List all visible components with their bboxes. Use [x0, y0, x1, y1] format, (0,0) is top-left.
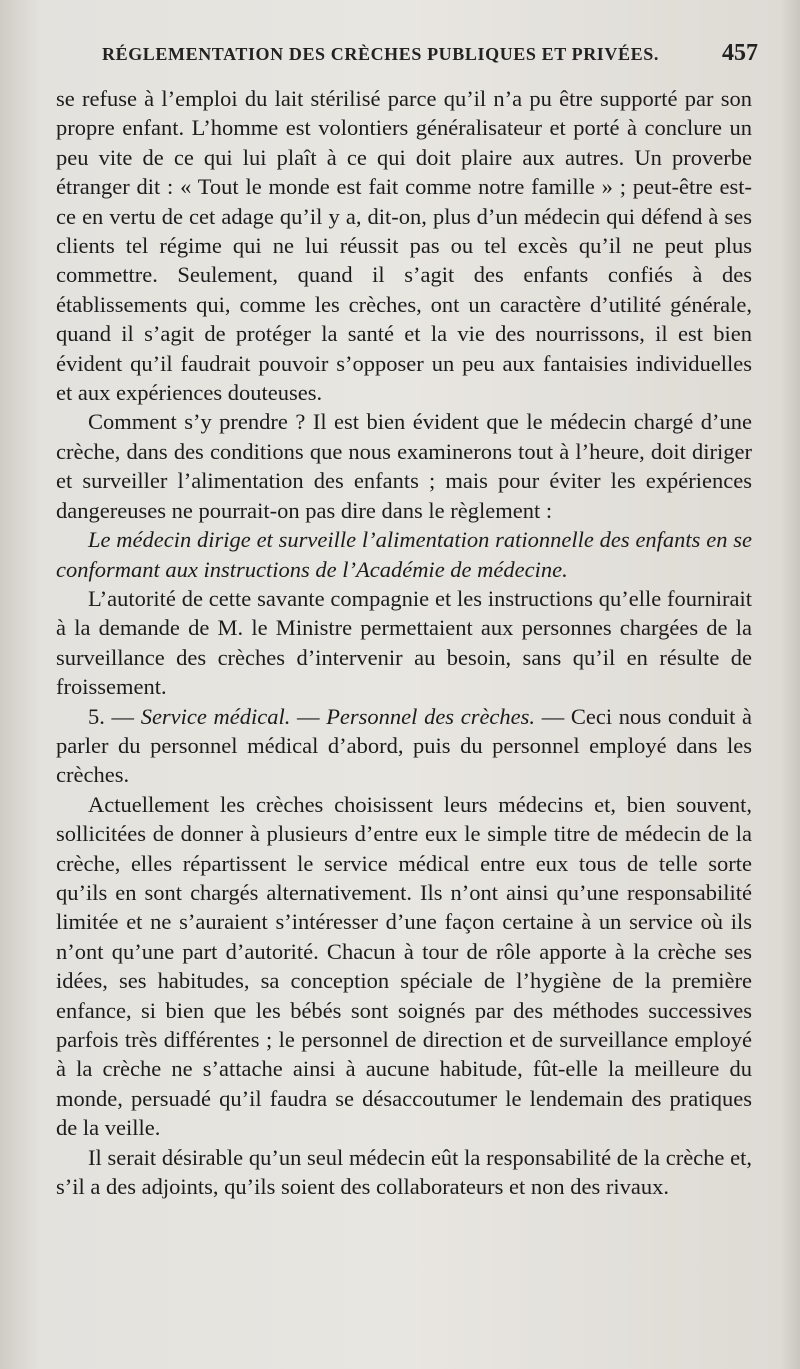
paragraph-5-section-heading	[56, 702, 752, 790]
section-separator: —	[290, 703, 327, 729]
paragraph-4: L’autorité de cette savante compagnie et les instructions qu’elle fournirait à la demande de M. le Ministre permettaient aux personnes chargées de la surveillance des crèches d’intervenir au besoin, sans qu’il en résulte de froissement.	[56, 585, 752, 700]
paragraph-6: Actuellement les crèches choisissent leurs médecins et, bien souvent, sollicitées de donner à plusieurs d’entre eux le simple titre de médecin de la crèche, elles répartissent le service médical entre eux tous de telle sorte qu’ils en sont chargés alternativement. Ils n’ont ainsi qu’une responsabilité limitée et ne s’auraient s’intéresser d’une façon certaine à un service où ils n’ont qu’une part d’autorité. Chacun à tour de rôle apporte à la crèche ses idées, ses habitudes, sa conception spéciale de l’hygiène de la première enfance, si bien que les bébés sont soignés par des méthodes successives parfois très différentes ; le personnel de direction et de surveillance employé à la crèche ne s’attache ainsi à aucune habitude, fût-elle la meilleure du monde, persuadé qu’il faudra se désaccoutumer le lendemain des pratiques de la veille.	[56, 791, 752, 1141]
section-body: — Ceci nous conduit à parler du personnel médical d’abord, puis du personnel employé dans les crèches.	[56, 703, 753, 788]
body-text	[56, 84, 752, 1201]
paragraph-2: Comment s’y prendre ? Il est bien évident que le médecin chargé d’une crèche, dans des conditions que nous examinerons tout à l’heure, doit diriger et surveiller l’alimentation des enfants ; mais pour éviter les expériences dangereuses ne pourrait-on pas dire dans le règlement :	[56, 409, 752, 523]
paragraph-7: Il serait désirable qu’un seul médecin eût la responsabilité de la crèche et, s’il a des adjoints, qu’ils soient des collaborateurs et non des rivaux.	[56, 1144, 752, 1200]
section-number: 5. —	[88, 703, 135, 729]
section-title-staff: Personnel des crèches.	[326, 703, 536, 729]
page-header	[56, 38, 758, 78]
section-title-medical-service: Service médical.	[140, 703, 291, 729]
paragraph-3-regulation: Le médecin dirige et surveille l’alimentation rationnelle des enfants en se conformant aux instructions de l’Académie de médecine.	[56, 527, 752, 582]
page-number: 457	[722, 40, 758, 66]
running-title: RÉGLEMENTATION DES CRÈCHES PUBLIQUES ET PRIVÉES.	[102, 44, 659, 64]
paragraph-1: se refuse à l’emploi du lait stérilisé parce qu’il n’a pu être supporté par son propre enfant. L’homme est volontiers généralisateur et porté à conclure un peu vite de ce qui lui plaît à ce qui doit plaire aux autres. Un proverbe étranger dit : « Tout le monde est fait comme notre famille » ; peut-être est-ce en vertu de cet adage qu’il y a, dit-on, plus d’un médecin qui défend à ses clients tel régime qui ne lui réussit pas ou tel excès qu’il ne peut plus commettre. Seulement, quand il s’agit des enfants confiés à des établissements qui, comme les crèches, ont un caractère d’utilité générale, quand il s’agit de protéger la santé et la vie des nourrissons, il est bien évident qu’il faudrait pouvoir s’opposer un peu aux fantaisies individuelles et aux expériences douteuses.	[56, 86, 752, 406]
